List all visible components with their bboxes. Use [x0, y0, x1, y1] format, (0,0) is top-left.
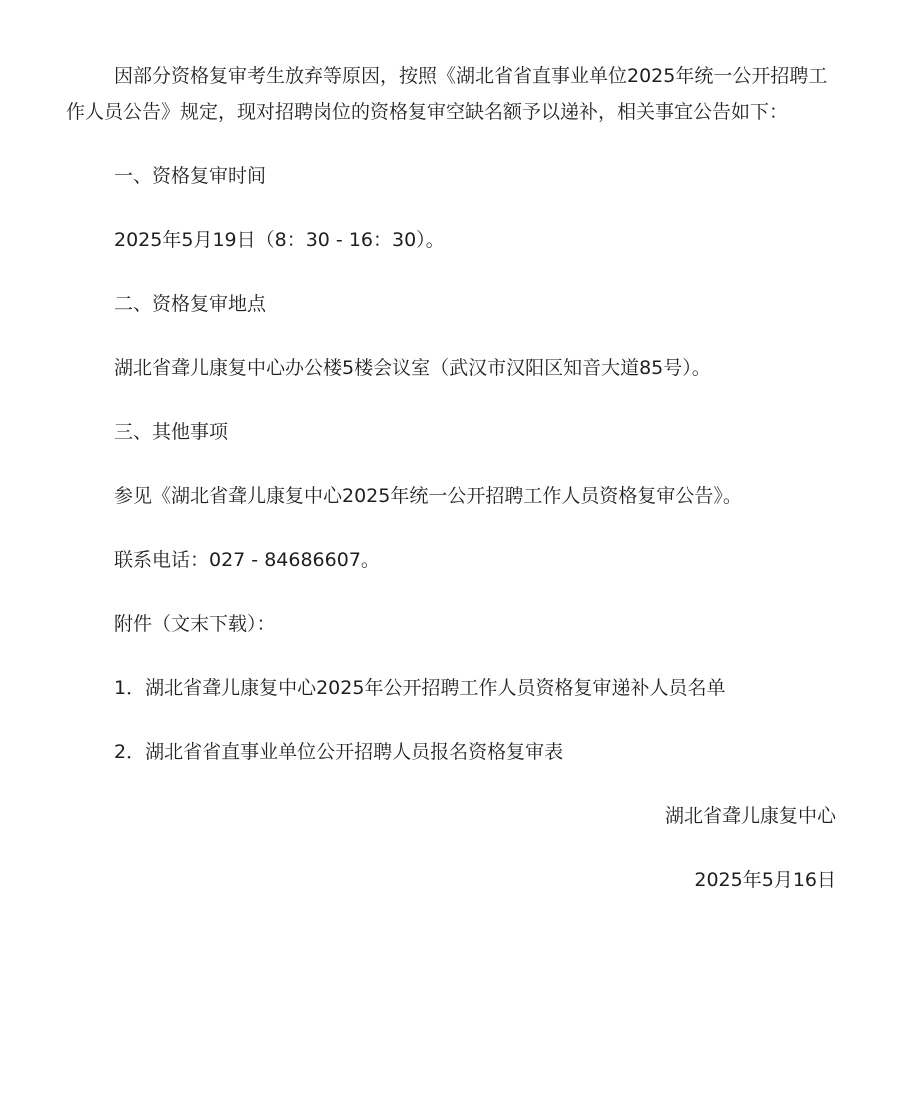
attachment-item-1: 1．湖北省聋儿康复中心2025年公开招聘工作人员资格复审递补人员名单 [114, 677, 726, 699]
other-matters-text: 参见《湖北省聋儿康复中心2025年统一公开招聘工作人员资格复审公告》。 [114, 485, 742, 507]
section-heading-time: 一、资格复审时间 [114, 165, 267, 187]
intro-paragraph: 因部分资格复审考生放弃等原因，按照《湖北省省直事业单位2025年统一公开招聘工作人员公告》规定，现对招聘岗位的资格复审空缺名额予以递补，相关事宜公告如下： [66, 65, 828, 123]
signature-organization: 湖北省聋儿康复中心 [664, 805, 836, 827]
review-location-text: 湖北省聋儿康复中心办公楼5楼会议室（武汉市汉阳区知音大道85号）。 [114, 357, 711, 379]
signature-date: 2025年5月16日 [694, 869, 836, 891]
attachments-heading: 附件（文末下载）： [114, 613, 276, 635]
section-heading-other: 三、其他事项 [114, 421, 229, 443]
notice-document [66, 58, 844, 926]
review-time-text: 2025年5月19日（8：30 - 16：30）。 [114, 229, 445, 251]
attachment-item-2: 2．湖北省省直事业单位公开招聘人员报名资格复审表 [114, 741, 564, 763]
section-heading-location: 二、资格复审地点 [114, 293, 267, 315]
contact-phone: 联系电话：027 - 84686607。 [114, 549, 380, 571]
